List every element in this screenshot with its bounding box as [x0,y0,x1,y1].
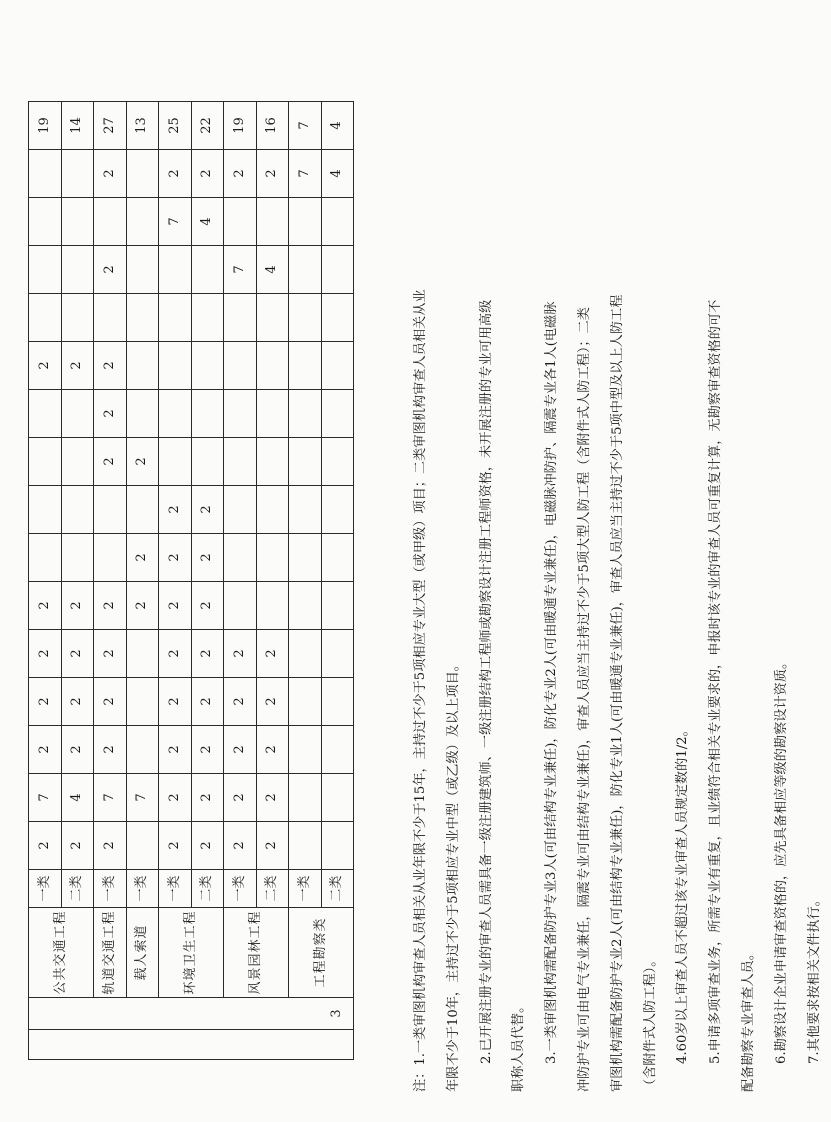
count-cell: 4 [256,246,289,294]
count-cell: 2 [61,678,94,726]
note-2a: 2.已开展注册专业的审查人员需具备一级注册建筑师、一级注册结构工程师或勘察设计注册工程师资格，未开展注册的专业可用高级 [478,299,494,1064]
note-3d: （含附件式人防工程）。 [642,953,658,1092]
count-cell [289,678,322,726]
count-cell: 2 [256,822,289,870]
count-cell: 2 [224,630,257,678]
count-cell: 2 [29,630,62,678]
total-cell: 27 [94,102,127,150]
table-row [94,102,127,1060]
note-1b: 年限不少于10年，主持过不少于5项相应专业中型（或乙级）及以上项目。 [445,658,461,1092]
count-cell: 2 [94,246,127,294]
note-2b: 职称人员代替。 [511,999,527,1092]
count-cell [289,774,322,822]
count-cell: 2 [256,630,289,678]
count-cell [61,246,94,294]
total-cell: 19 [29,102,62,150]
count-cell: 2 [159,582,192,630]
count-cell: 2 [191,582,224,630]
note-7: 7.其他要求按相关文件执行。 [806,893,822,1064]
category-cell: 载人索道 [126,908,159,998]
count-cell: 2 [191,150,224,198]
count-cell: 2 [191,534,224,582]
count-cell [289,294,322,342]
count-cell [159,342,192,390]
count-cell: 2 [94,390,127,438]
level-cell: 一类 [159,870,192,908]
count-cell: 2 [191,726,224,774]
count-cell [61,390,94,438]
category-cell: 轨道交通工程 [94,908,127,998]
count-cell [321,534,354,582]
count-cell [61,294,94,342]
count-cell [224,198,257,246]
level-cell: 二类 [321,870,354,908]
count-cell: 2 [94,582,127,630]
count-cell [321,246,354,294]
count-cell [224,342,257,390]
count-cell [321,630,354,678]
count-cell: 2 [61,630,94,678]
count-cell: 2 [191,822,224,870]
table-row [29,102,62,1060]
count-cell [256,486,289,534]
note-5a: 5.申请多项审查业务，所需专业有重复，且业绩符合相关专业要求的，申报时该专业的审查人员可重复计算，无勘察审查资格的可不 [708,299,724,1064]
total-cell: 16 [256,102,289,150]
count-cell [224,486,257,534]
category-cell: 公共交通工程 [29,908,94,998]
count-cell [29,534,62,582]
count-cell [289,390,322,438]
count-cell: 7 [224,246,257,294]
count-cell [256,342,289,390]
note-5b: 配备勘察专业审查人员。 [740,946,756,1092]
count-cell [126,678,159,726]
count-cell: 2 [61,582,94,630]
count-cell: 7 [29,774,62,822]
count-cell [191,342,224,390]
count-cell: 2 [94,150,127,198]
category-cell: 工程勘察类 [289,908,354,998]
count-cell [321,822,354,870]
count-cell [289,582,322,630]
count-cell [29,198,62,246]
count-cell [126,246,159,294]
count-cell [224,390,257,438]
count-cell [126,822,159,870]
level-cell: 二类 [61,870,94,908]
level-cell: 一类 [289,870,322,908]
count-cell: 2 [61,342,94,390]
count-cell [289,438,322,486]
count-cell: 2 [159,486,192,534]
count-cell [289,486,322,534]
count-cell [321,294,354,342]
count-cell [321,726,354,774]
count-cell [126,294,159,342]
count-cell: 2 [94,822,127,870]
count-cell [256,294,289,342]
count-cell: 2 [94,438,127,486]
count-cell: 7 [126,774,159,822]
note-6: 6.勘察设计企业申请审查资格的，应先具备相应等级的勘察设计资质。 [773,655,789,1064]
count-cell [159,390,192,438]
count-cell [256,534,289,582]
category-cell: 环境卫生工程 [159,908,224,998]
count-cell [29,438,62,486]
count-cell [289,630,322,678]
count-cell [29,150,62,198]
count-cell: 2 [159,534,192,582]
count-cell: 2 [94,630,127,678]
count-cell [256,582,289,630]
count-cell [61,198,94,246]
count-cell [159,246,192,294]
count-cell: 2 [29,582,62,630]
count-cell [29,486,62,534]
count-cell: 2 [126,534,159,582]
count-cell [224,534,257,582]
count-cell [289,246,322,294]
count-cell: 2 [256,726,289,774]
count-cell: 2 [256,774,289,822]
note-3b: 冲防护专业可由电气专业兼任，隔震专业可由结构专业兼任)，审查人员应当主持过不少于5项大型人防工程（含附件式人防工程）；二类 [576,307,592,1092]
count-cell [256,390,289,438]
level-cell: 二类 [191,870,224,908]
count-cell: 2 [224,822,257,870]
count-cell [321,678,354,726]
count-cell [321,774,354,822]
count-cell: 2 [94,726,127,774]
count-cell [126,150,159,198]
table-row [126,102,159,1060]
count-cell [29,294,62,342]
section-number: 3 [328,1009,344,1018]
count-cell: 2 [224,150,257,198]
category-cell: 风景园林工程 [224,908,289,998]
count-cell [289,198,322,246]
level-cell: 二类 [256,870,289,908]
count-cell [289,534,322,582]
count-cell [61,534,94,582]
total-cell: 25 [159,102,192,150]
count-cell [289,822,322,870]
count-cell [94,534,127,582]
total-cell: 4 [321,102,354,150]
count-cell [321,198,354,246]
table-row [159,102,192,1060]
count-cell: 2 [29,342,62,390]
count-cell: 2 [256,150,289,198]
count-cell: 2 [191,630,224,678]
count-cell: 2 [224,726,257,774]
total-cell: 22 [191,102,224,150]
count-cell: 2 [159,774,192,822]
count-cell: 2 [256,678,289,726]
count-cell [289,342,322,390]
count-cell [321,342,354,390]
count-cell [321,486,354,534]
count-cell [61,486,94,534]
count-cell [159,294,192,342]
count-cell: 2 [94,678,127,726]
count-cell [224,438,257,486]
count-cell [94,294,127,342]
count-cell [61,438,94,486]
count-cell [94,486,127,534]
count-cell [126,630,159,678]
count-cell [126,726,159,774]
count-cell [126,390,159,438]
count-cell: 2 [126,438,159,486]
staffing-table [28,101,354,1060]
level-cell: 一类 [29,870,62,908]
count-cell: 2 [61,726,94,774]
count-cell: 2 [29,726,62,774]
count-cell [191,438,224,486]
count-cell [126,198,159,246]
count-cell [94,198,127,246]
count-cell [321,390,354,438]
count-cell: 2 [191,678,224,726]
note-1a: 注：1.一类审图机构审查人员相关从业年限不少于15年，主持过不少于5项相应专业大型（或甲级）项目；二类审图机构审查人员相关从业 [413,289,428,1092]
index-column-blank [29,1030,354,1060]
count-cell: 2 [191,774,224,822]
count-cell: 2 [126,582,159,630]
count-cell: 2 [224,678,257,726]
level-cell: 一类 [126,870,159,908]
count-cell: 2 [159,678,192,726]
count-cell [159,438,192,486]
count-cell [289,726,322,774]
count-cell [29,390,62,438]
count-cell: 2 [159,822,192,870]
count-cell: 2 [191,486,224,534]
count-cell: 2 [94,342,127,390]
count-cell: 7 [159,198,192,246]
count-cell [321,438,354,486]
count-cell: 2 [159,726,192,774]
note-3c: 审图机构需配备防护专业2人(可由结构专业兼任)，防化专业1人(可由暖通专业兼任)，审查人员应当主持过不少于5项中型及以上人防工程 [609,294,625,1092]
count-cell [256,198,289,246]
count-cell: 2 [159,630,192,678]
table-row [289,102,322,1060]
count-cell [126,342,159,390]
count-cell: 7 [94,774,127,822]
count-cell [224,294,257,342]
count-cell [61,150,94,198]
count-cell: 2 [159,150,192,198]
count-cell [191,294,224,342]
count-cell: 7 [289,150,322,198]
section-number-cell [29,998,354,1030]
count-cell: 4 [321,150,354,198]
total-cell: 14 [61,102,94,150]
notes-section [405,289,831,1092]
count-cell [256,438,289,486]
count-cell [29,246,62,294]
level-cell: 一类 [94,870,127,908]
count-cell: 2 [29,822,62,870]
total-cell: 13 [126,102,159,150]
count-cell [126,486,159,534]
count-cell [321,582,354,630]
count-cell: 2 [29,678,62,726]
table-row [224,102,257,1060]
count-cell [224,582,257,630]
count-cell: 2 [61,822,94,870]
count-cell: 4 [61,774,94,822]
count-cell: 4 [191,198,224,246]
note-4: 4.60岁以上审查人员不超过该专业审查人员规定数的1/2。 [675,723,691,1064]
total-cell: 7 [289,102,322,150]
total-cell: 19 [224,102,257,150]
count-cell [191,390,224,438]
count-cell [191,246,224,294]
count-cell: 2 [224,774,257,822]
level-cell: 一类 [224,870,257,908]
note-3a: 3.一类审图机构需配备防护专业3人(可由结构专业兼任)，防化专业2人(可由暖通专业兼任)，电磁脉冲防护、隔震专业各1人(电磁脉 [544,301,560,1064]
